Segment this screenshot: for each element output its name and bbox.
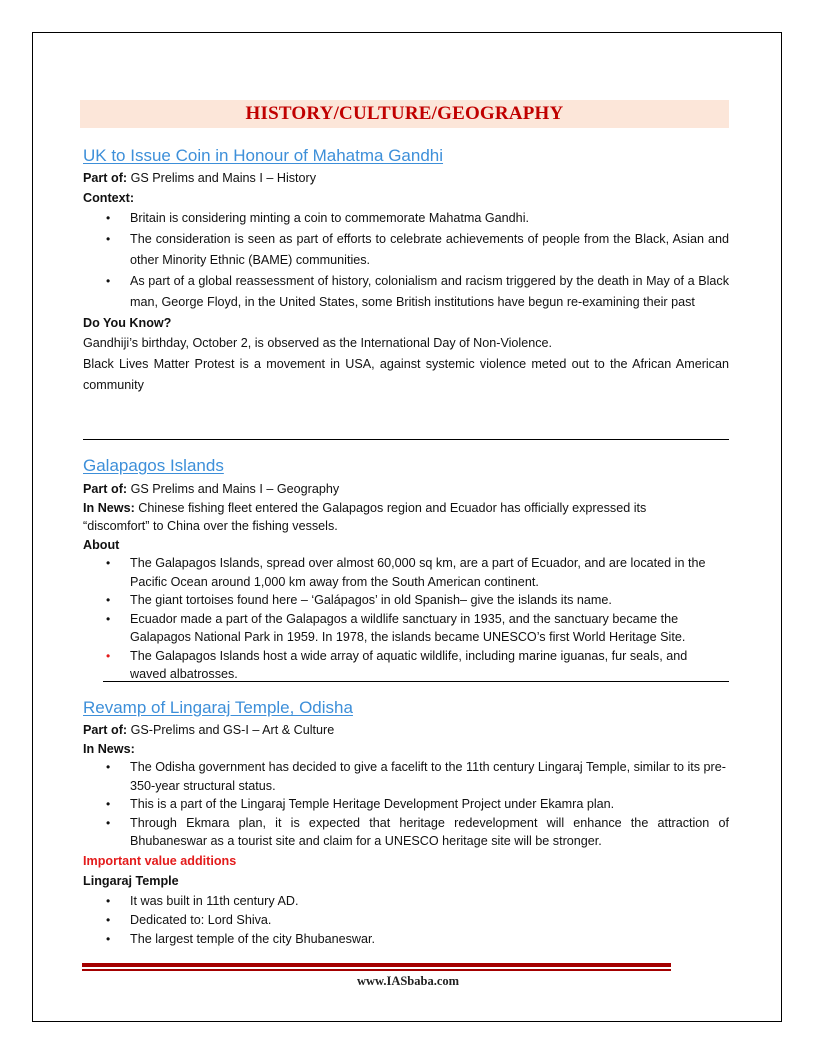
list-item: • Dedicated to: Lord Shiva. — [83, 911, 729, 930]
article-uk-coin — [83, 145, 729, 396]
list-item: • Britain is considering minting a coin to commemorate Mahatma Gandhi. — [83, 208, 729, 229]
temple-facts — [83, 892, 729, 949]
list-item: • The Galapagos Islands, spread over almost 60,000 sq km, are a part of Ecuador, and are located in the Pacific Ocean around 1,000 km away from the South American continent. — [106, 556, 706, 589]
part-of-label: Part of: — [83, 171, 128, 185]
bullet-icon: • — [106, 815, 111, 830]
divider — [83, 439, 729, 440]
context-label: Context: — [83, 191, 135, 205]
bullet-icon: • — [106, 593, 111, 607]
bullet-icon: • — [106, 648, 111, 663]
list-item: • Through Ekmara plan, it is expected that heritage redevelopment will enhance the attraction of Bhubaneswar as a tourist site and claim for a UNESCO heritage site will be stronger. — [106, 815, 729, 848]
context-bullets — [83, 208, 729, 313]
bullet-icon: • — [106, 797, 111, 811]
list-item: • It was built in 11th century AD. — [83, 892, 729, 911]
part-of-value: GS-Prelims and GS-I – Art & Culture — [127, 723, 335, 737]
part-of-line — [83, 168, 729, 188]
part-of-label: Part of: — [83, 482, 128, 496]
list-item: • The largest temple of the city Bhubaneswar. — [83, 930, 729, 949]
in-news-bullets — [83, 758, 729, 851]
article-title[interactable]: UK to Issue Coin in Honour of Mahatma Gandhi — [83, 146, 444, 165]
list-item: • The Odisha government has decided to give a facelift to the 11th century Lingaraj Temple, similar to its pre-350-year structural status. — [106, 760, 726, 793]
list-item: • The consideration is seen as part of efforts to celebrate achievements of people from the Black, Asian and other Minority Ethnic (BAME) communities. — [83, 229, 729, 271]
bullet-icon: • — [106, 274, 111, 288]
article-title[interactable]: Revamp of Lingaraj Temple, Odisha — [83, 698, 353, 717]
bullet-icon: • — [106, 611, 111, 626]
value-additions-label: Important value additions — [83, 853, 237, 868]
bullet-icon: • — [106, 760, 111, 774]
footer-url-link[interactable]: www.IASbaba.com — [356, 974, 460, 988]
part-of-value: GS Prelims and Mains I – History — [127, 171, 317, 185]
bullet-icon: • — [106, 912, 111, 927]
part-of-value: GS Prelims and Mains I – Geography — [127, 482, 340, 496]
bullet-icon: • — [106, 556, 111, 570]
part-of-line — [83, 480, 729, 499]
sub-heading: Lingaraj Temple — [83, 873, 179, 888]
in-news-value: Chinese fishing fleet entered the Galapagos region and Ecuador has officially expressed its “discomfort” to China over the fishing vessels. — [83, 500, 647, 533]
about-label: About — [83, 537, 120, 552]
list-item: • The Galapagos Islands host a wide array of aquatic wildlife, including marine iguanas, fur seals, and waved albatrosses. — [106, 648, 688, 681]
about-bullets — [83, 554, 729, 684]
bullet-icon: • — [106, 893, 111, 908]
list-item: • Ecuador made a part of the Galapagos a wildlife sanctuary in 1935, and the sanctuary became the Galapagos National Park in 1959. In 1978, the islands became UNESCO’s first World Heritage Site. — [106, 611, 686, 644]
list-item: • This is a part of the Lingaraj Temple Heritage Development Project under Ekamra plan. — [83, 795, 729, 814]
in-news-label: In News: — [83, 500, 135, 515]
footer-rule-thin — [82, 969, 671, 971]
list-item: • As part of a global reassessment of history, colonialism and racism triggered by the death in May of a Black man, George Floyd, in the United States, some British institutions have begun re-examining their past — [83, 271, 729, 313]
article-lingaraj — [83, 697, 729, 949]
article-title[interactable]: Galapagos Islands — [83, 456, 224, 475]
do-you-know-label: Do You Know? — [83, 316, 172, 330]
do-you-know-text: Gandhiji’s birthday, October 2, is observed as the International Day of Non-Violence. — [83, 336, 553, 350]
bullet-icon: • — [106, 211, 111, 225]
section-title: HISTORY/CULTURE/GEOGRAPHY — [245, 103, 564, 124]
in-news-label: In News: — [83, 741, 135, 756]
footer-rule-thick — [82, 963, 671, 967]
bullet-icon: • — [106, 232, 111, 246]
list-item: • The giant tortoises found here – ‘Galápagos’ in old Spanish– give the islands its name. — [83, 591, 719, 610]
divider — [103, 681, 729, 682]
bullet-icon: • — [106, 931, 111, 946]
in-news-line — [83, 499, 729, 536]
part-of-line — [83, 721, 729, 740]
do-you-know-text: Black Lives Matter Protest is a movement in USA, against systemic violence meted out to the African American community — [83, 357, 729, 392]
section-title-band — [80, 100, 729, 128]
article-galapagos — [83, 455, 729, 684]
part-of-label: Part of: — [83, 723, 128, 737]
